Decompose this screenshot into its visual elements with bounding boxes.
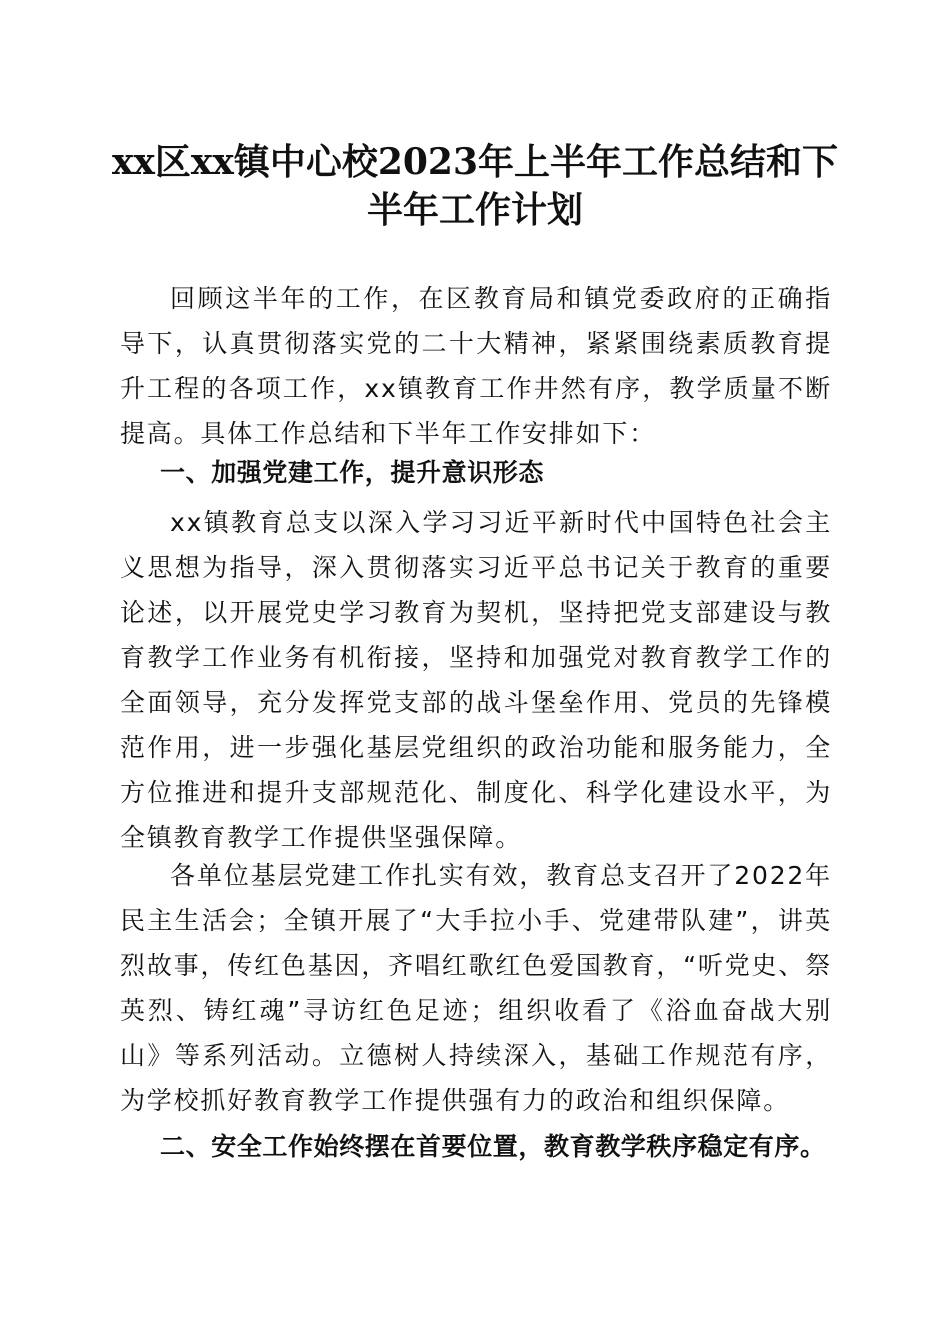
section-one-paragraph-2: 各单位基层党建工作扎实有效，教育总支召开了2022年民主生活会；全镇开展了“大手拉小手、党建带队建”，讲英烈故事，传红色基因，齐唱红歌红色爱国教育，“听党史、祭英烈、铸红魂”寻访红色足迹；组织收看了《浴血奋战大别山》等系列活动。立德树人持续深入，基础工作规范有序，为学校抓好教育教学工作提供强有力的政治和组织保障。 — [120, 861, 832, 1115]
section-heading-two: 二、安全工作始终摆在首要位置，教育教学秩序稳定有序。 — [160, 1132, 826, 1161]
section-one-paragraph-1: xx镇教育总支以深入学习习近平新时代中国特色社会主义思想为指导，深入贯彻落实习近平总书记关于教育的重要论述，以开展党史学习教育为契机，坚持把党支部建设与教育教学工作业务有机衔接，坚持和加强党对教育教学工作的全面领导，充分发挥党支部的战斗堡垒作用、党员的先锋模范作用，进一步强化基层党组织的政治功能和服务能力，全方位推进和提升支部规范化、制度化、科学化建设水平，为全镇教育教学工作提供坚强保障。 — [120, 508, 832, 852]
document-title: xx区xx镇中心校2023年上半年工作总结和下半年工作计划 — [111, 141, 839, 231]
section-heading-one: 一、加强党建工作，提升意识形态 — [160, 458, 545, 487]
intro-paragraph: 回顾这半年的工作，在区教育局和镇党委政府的正确指导下，认真贯彻落实党的二十大精神，紧紧围绕素质教育提升工程的各项工作，xx镇教育工作井然有序，教学质量不断提高。具体工作总结和下半年工作安排如下： — [120, 284, 832, 448]
